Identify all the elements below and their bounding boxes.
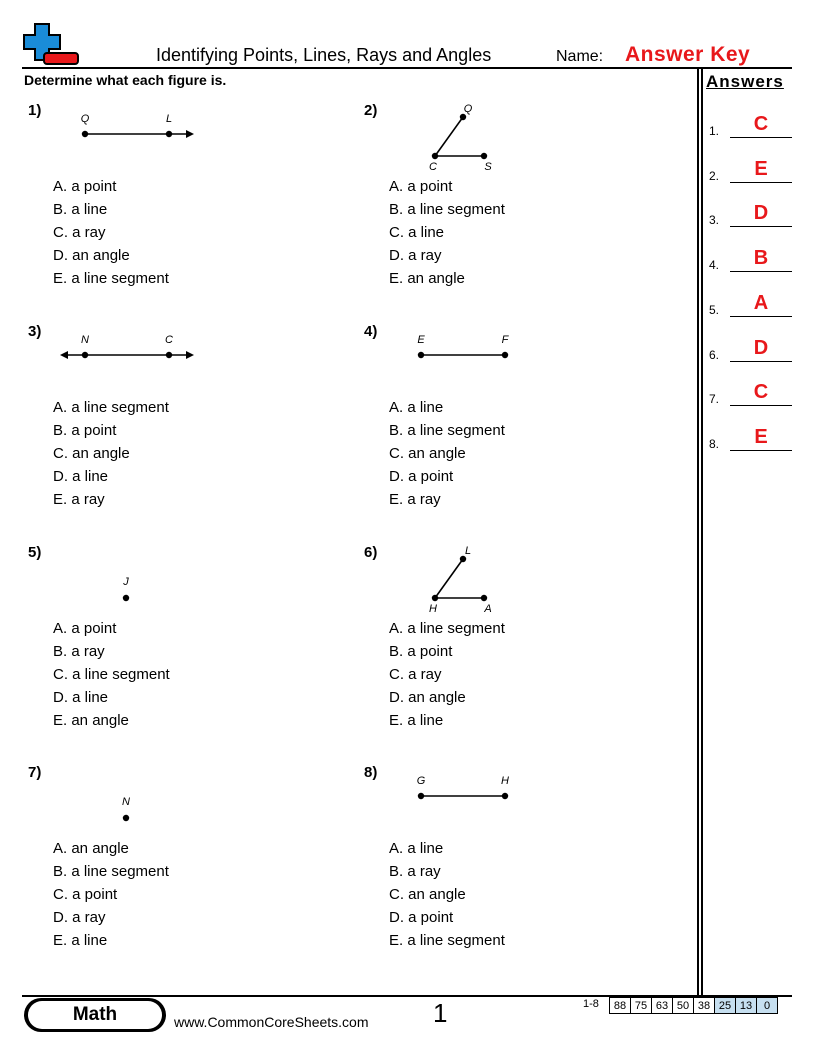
answer-number: 1. (709, 124, 720, 138)
arrowhead (186, 130, 194, 138)
answer-letter: B (753, 247, 769, 270)
answer-row (709, 289, 792, 317)
point-label: A (484, 603, 492, 615)
question-number: 5) (28, 544, 42, 561)
answer-row (709, 244, 792, 272)
answer-option: B. a point (53, 422, 117, 440)
point-label: J (123, 576, 129, 588)
answer-option: D. a point (389, 909, 454, 927)
score-table (609, 997, 778, 1014)
answer-option: B. a line segment (53, 863, 169, 881)
score-cell: 13 (736, 998, 757, 1014)
answer-option: E. a line (53, 932, 108, 950)
answer-number: 5. (709, 302, 720, 317)
figure-angle (364, 545, 604, 629)
point-label: H (501, 775, 509, 787)
answer-blank-line (730, 316, 792, 317)
answer-blank-line (730, 450, 792, 451)
point-label: F (501, 334, 509, 346)
point-dot (418, 793, 424, 799)
question-number: 3) (28, 323, 42, 340)
answer-letter: D (753, 202, 769, 225)
answer-option: E. an angle (389, 270, 465, 288)
answer-blank-line (730, 226, 792, 227)
answer-blank-line (730, 361, 792, 362)
angle-side (435, 117, 463, 156)
score-cell: 38 (694, 998, 715, 1014)
answer-row (709, 199, 792, 227)
answer-option: A. a line (389, 840, 444, 857)
answers-divider-right (701, 67, 703, 995)
point-dot (432, 153, 438, 159)
answer-option: A. a line segment (389, 620, 505, 637)
answer-option: E. a line segment (53, 270, 169, 288)
point-dot (502, 352, 508, 358)
answer-option: D. a line (53, 468, 109, 486)
answer-option: D. a line (53, 689, 109, 707)
answer-option: D. a ray (389, 247, 442, 265)
plus-minus-logo-icon (22, 22, 80, 68)
answer-option: D. a point (389, 468, 454, 486)
answer-option: A. an angle (53, 840, 129, 857)
answer-option: A. a point (389, 178, 453, 195)
point-label: G (416, 775, 426, 787)
website-link[interactable]: www.CommonCoreSheets.com (174, 1014, 369, 1030)
page-number: 1 (433, 998, 448, 1028)
answer-letter: C (753, 113, 769, 135)
answer-row (709, 155, 792, 183)
answer-option: B. a line segment (389, 201, 505, 219)
score-cell: 50 (673, 998, 694, 1014)
answer-number: 2. (709, 168, 720, 183)
answer-option: B. a ray (53, 643, 105, 661)
answer-option: B. a point (389, 643, 453, 661)
answer-option: E. a ray (53, 491, 105, 509)
answer-option: A. a point (53, 178, 117, 195)
point-label: L (464, 545, 472, 557)
subject-badge (24, 998, 166, 1032)
answer-letter: E (754, 157, 768, 180)
worksheet-title: Identifying Points, Lines, Rays and Angles (156, 45, 492, 65)
answer-key-label: Answer Key (625, 43, 751, 66)
point-dot (123, 595, 129, 601)
score-cell: 25 (715, 998, 736, 1014)
point-dot (481, 595, 487, 601)
answer-option: C. a point (53, 886, 118, 904)
point-label: Q (80, 113, 90, 125)
answer-option: C. an angle (389, 886, 466, 904)
answer-option: B. a line segment (389, 422, 505, 440)
answer-option: D. an angle (53, 247, 130, 265)
answer-option: A. a line segment (53, 399, 169, 416)
point-label: S (484, 161, 492, 173)
figure-point (28, 769, 268, 849)
point-dot (82, 352, 88, 358)
point-label: H (429, 603, 437, 615)
answer-number: 7. (709, 392, 720, 407)
question-number: 4) (364, 323, 378, 340)
point-dot (418, 352, 424, 358)
point-dot (502, 793, 508, 799)
point-label: E (417, 334, 425, 346)
answer-number: 3. (709, 213, 720, 228)
arrowhead (60, 351, 68, 359)
score-row (610, 998, 778, 1014)
answer-option: D. an angle (389, 689, 466, 707)
name-label: Name: (556, 48, 604, 65)
question-number: 2) (364, 102, 378, 119)
logo (22, 22, 80, 68)
score-cell: 88 (610, 998, 631, 1014)
figure-segment (364, 769, 604, 849)
figure-segment (364, 328, 604, 408)
answer-letter: E (754, 425, 768, 448)
point-label: N (122, 796, 130, 808)
answer-letter: A (753, 291, 769, 314)
answer-option: B. a line (53, 201, 108, 219)
point-label: C (165, 334, 173, 346)
answer-number: 8. (709, 436, 720, 451)
question-number: 8) (364, 764, 378, 781)
question-number: 1) (28, 102, 42, 119)
answer-blank-line (730, 405, 792, 406)
answer-number: 6. (709, 347, 720, 362)
answer-blank-line (730, 271, 792, 272)
subject-label: Math (28, 1001, 162, 1029)
answer-option: C. a line segment (53, 666, 170, 684)
point-label: L (165, 113, 173, 125)
answer-option: E. an angle (53, 712, 129, 730)
answer-option: C. an angle (53, 445, 130, 463)
answer-letter: C (753, 381, 769, 404)
score-cell: 63 (652, 998, 673, 1014)
figure-point (28, 549, 268, 629)
header-divider (22, 67, 792, 69)
score-range-label: 1-8 (583, 998, 599, 1010)
answers-heading: Answers (706, 72, 784, 91)
answer-option: C. a line (389, 224, 445, 242)
score-cell: 75 (631, 998, 652, 1014)
question-number: 7) (28, 764, 42, 781)
point-dot (82, 131, 88, 137)
answer-blank-line (730, 137, 792, 138)
answer-row (709, 110, 792, 138)
answer-option: C. a ray (389, 666, 442, 684)
answer-option: C. an angle (389, 445, 466, 463)
answer-row (709, 334, 792, 362)
answer-option: C. a ray (53, 224, 106, 242)
answer-option: D. a ray (53, 909, 106, 927)
point-dot (166, 352, 172, 358)
figure-ray (28, 107, 268, 187)
point-label: N (81, 334, 89, 346)
point-label: Q (463, 103, 473, 115)
answer-option: A. a line (389, 399, 444, 416)
answer-number: 4. (709, 258, 720, 273)
point-dot (481, 153, 487, 159)
figure-line (28, 328, 268, 408)
point-dot (166, 131, 172, 137)
answer-option: E. a ray (389, 491, 441, 509)
score-cell: 0 (757, 998, 778, 1014)
answers-divider-left (697, 67, 699, 995)
answer-option: E. a line (389, 712, 444, 730)
question-number: 6) (364, 544, 378, 561)
figure-angle (364, 103, 604, 187)
answer-letter: D (753, 336, 769, 359)
point-dot (432, 595, 438, 601)
answer-row (709, 378, 792, 406)
point-label: C (429, 161, 437, 173)
answer-blank-line (730, 182, 792, 183)
answer-option: B. a ray (389, 863, 441, 881)
answer-row (709, 423, 792, 451)
answer-option: E. a line segment (389, 932, 505, 950)
answer-option: A. a point (53, 620, 117, 637)
instructions: Determine what each figure is. (24, 72, 227, 88)
arrowhead (186, 351, 194, 359)
point-dot (123, 815, 129, 821)
angle-side (435, 559, 463, 598)
